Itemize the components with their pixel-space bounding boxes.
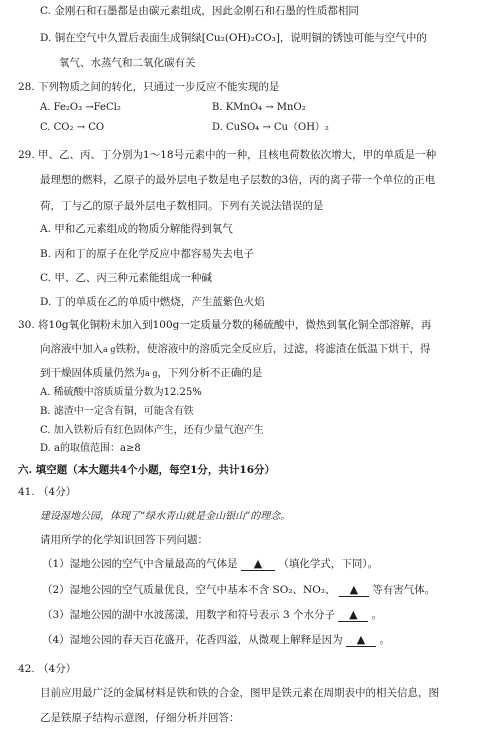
blank-marker-icon: ▲ xyxy=(253,557,263,570)
q42-stem-line2: 乙是铁原子结构示意图，仔细分析并回答： xyxy=(40,712,240,724)
q27-option-c: C. 金刚石和石墨都是由碳元素组成，因此金刚石和石墨的性质都相同 xyxy=(40,5,359,17)
section-heading: 六. 填空题（本大题共4个小题，每空1分，共计16分） xyxy=(18,464,276,476)
q27-option-d-line1: D. 铜在空气中久置后表面生成铜绿[Cu₂(OH)₂CO₃]，说明铜的锈蚀可能与空气中的 xyxy=(40,32,427,44)
blank-marker-icon: ▲ xyxy=(356,633,366,646)
blank-marker-icon: ▲ xyxy=(349,583,359,596)
q41-part2-suffix: 等有害气体。 xyxy=(372,584,436,596)
q30-option-d: D. a的取值范围：a≥8 xyxy=(40,443,141,454)
q28-option-c: C. CO₂ → CO xyxy=(40,122,105,133)
q29-option-c: C. 甲、乙、丙三种元素能组成一种碱 xyxy=(40,272,212,284)
q30-option-a: A. 稀硫酸中溶质质量分数为12.25% xyxy=(40,387,202,398)
q41-number: 41. （4分） xyxy=(18,486,77,498)
q28-stem: 28. 下列物质之间的转化，只通过一步反应不能实现的是 xyxy=(18,81,280,93)
q41-part2-text: （2）湿地公园的空气质量优良，空气中基本不含 SO₂、NO₂、 xyxy=(42,584,336,596)
q28-option-d: D. CuSO₄ → Cu（OH）₂ xyxy=(212,122,329,133)
q30-stem-line2 xyxy=(40,342,430,357)
q41-part3-text: （3）湿地公园的湖中水波荡漾，用数字和符号表示 3 个水分子 xyxy=(42,609,336,621)
q41-answer-blank-4[interactable] xyxy=(346,634,376,647)
q30-line2-start: 向溶液中加入 xyxy=(40,343,103,355)
q30-line3-end: ，下列分析不正确的是 xyxy=(157,367,263,379)
q41-instruction: 请用所学的化学知识回答下列问题： xyxy=(40,534,208,546)
q41-part1-suffix: （填化学式，下同）。 xyxy=(278,558,379,570)
q41-answer-blank-1[interactable] xyxy=(241,558,275,571)
blank-marker-icon: ▲ xyxy=(349,608,358,621)
q29-option-a: A. 甲和乙元素组成的物质分解能得到氧气 xyxy=(40,223,233,235)
q28-option-b: B. KMnO₄ → MnO₂ xyxy=(212,102,306,113)
q41-part2 xyxy=(42,583,435,597)
q29-option-b: B. 丙和丁的原子在化学反应中都容易失去电子 xyxy=(40,248,254,260)
q30-mass-a: a g xyxy=(103,345,116,354)
q41-part1 xyxy=(42,557,378,571)
q42-stem-line1: 目前应用最广泛的金属材料是铁和铁的合金，图甲是铁元素在周期表中的相关信息，图 xyxy=(40,687,439,699)
q41-part4 xyxy=(42,633,390,647)
q30-line3-start: 到干燥固体质量仍然为 xyxy=(40,367,145,379)
q28-option-a: A. Fe₂O₃ →FeCl₂ xyxy=(40,102,121,113)
q41-part3-suffix: 。 xyxy=(371,609,383,621)
q41-part1-text: （1）湿地公园的空气中含量最高的气体是 xyxy=(42,558,238,570)
q41-intro: 建设湿地公园，体现了“绿水青山就是金山银山”的理念。 xyxy=(40,511,291,522)
q30-stem-line1: 30. 将10g氧化铜粉末加入到100g一定质量分数的稀硫酸中，微热到氧化铜全部溶解，再 xyxy=(18,319,432,331)
q41-answer-blank-2[interactable] xyxy=(339,584,369,597)
q29-option-d: D. 丁的单质在乙的单质中燃烧，产生蓝紫色火焰 xyxy=(40,296,265,308)
q41-part4-suffix: 。 xyxy=(379,634,390,646)
q41-answer-blank-3[interactable] xyxy=(338,609,368,622)
q41-part3 xyxy=(42,608,382,622)
q29-stem-line3: 荷，丁与乙的原子最外层电子数相同。下列有关说法错误的是 xyxy=(40,200,324,212)
q30-stem-line3 xyxy=(40,366,262,381)
q29-stem-line2: 最理想的燃料，乙原子的最外层电子数是电子层数的3倍，丙的离子带一个单位的正电 xyxy=(40,174,436,186)
q30-option-c: C. 加入铁粉后有红色固体产生，还有少量气泡产生 xyxy=(40,425,264,436)
q30-line2-end: 铁粉，使溶液中的溶质完全反应后，过滤，将滤渣在低温下烘干，得 xyxy=(115,343,431,355)
q30-option-b: B. 滤渣中一定含有铜，可能含有铁 xyxy=(40,406,194,417)
q27-option-d-line2: 氧气、水蒸气和二氧化碳有关 xyxy=(59,57,196,69)
q29-stem-line1: 29. 甲、乙、丙、丁分别为1～18号元素中的一种，且核电荷数依次增大，甲的单质是一种 xyxy=(18,149,437,161)
q30-mass-a: a g xyxy=(145,369,158,378)
q41-part4-text: （4）湿地公园的春天百花盛开，花香四溢，从微观上解释是因为 xyxy=(42,634,343,646)
q42-number: 42. （4分） xyxy=(18,663,77,675)
